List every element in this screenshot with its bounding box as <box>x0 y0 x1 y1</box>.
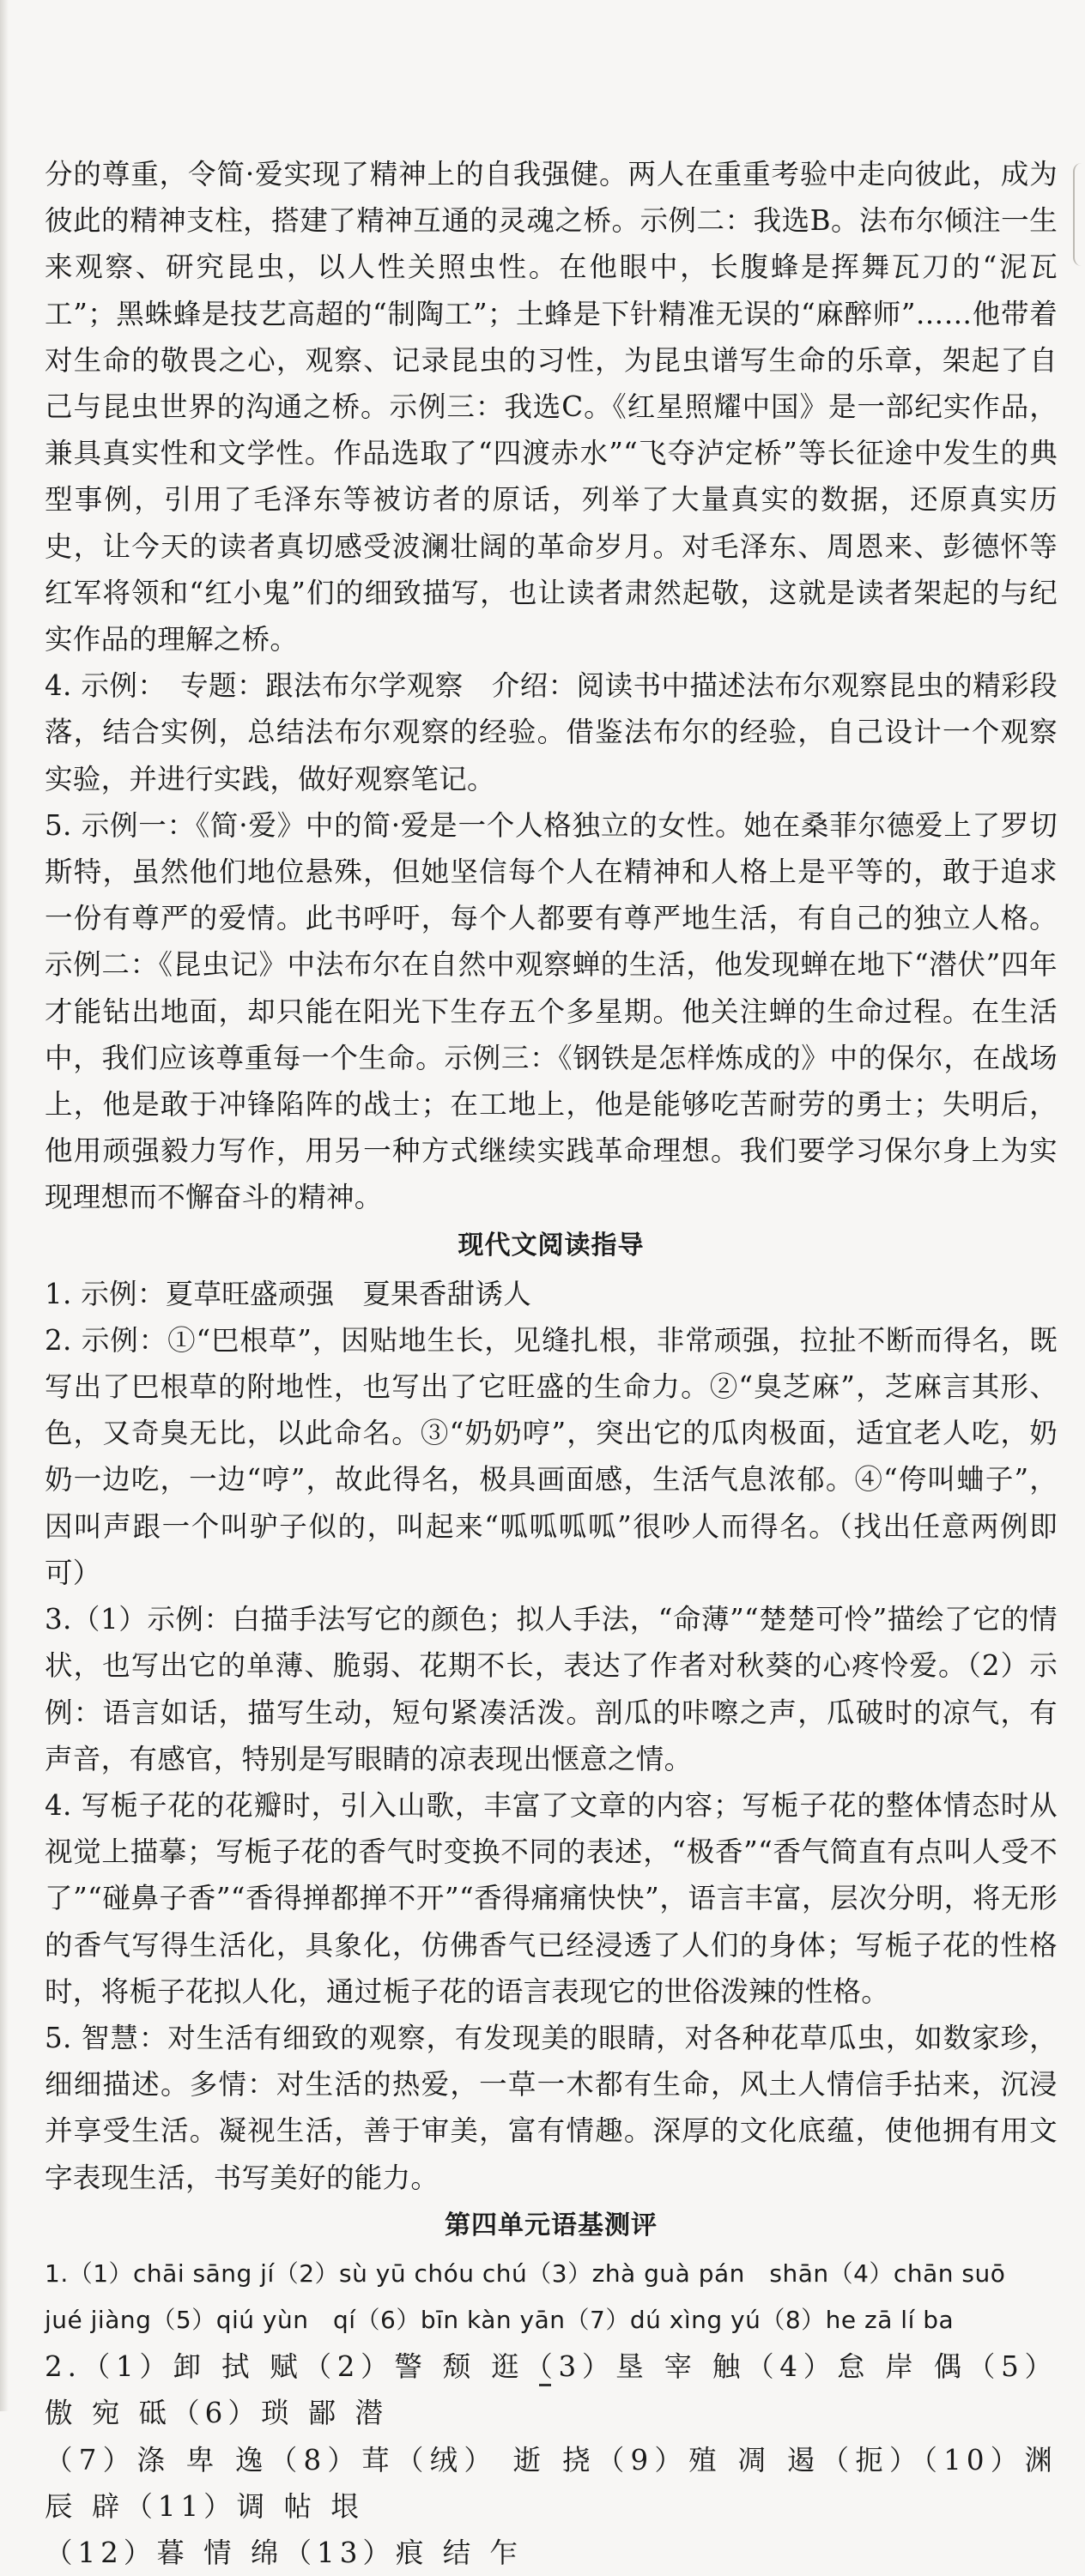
answer-4: 4. 示例： 专题：跟法布尔学观察 介绍：阅读书中描述法布尔观察昆虫的精彩段落，结合实例，总结法布尔观察的经验。借鉴法布尔的经验，自己设计一个观察实验，并进行实践，做好观察笔记。 <box>45 669 1058 795</box>
character-answers-line3: （12）暮 情 绵（13）痕 结 乍 <box>45 2536 524 2569</box>
page-edge-shadow <box>0 0 9 2411</box>
reading-answer-2: 2. 示例：①“巴根草”，因贴地生长，见缝扎根，非常顽强，拉扯不断而得名，既写出了巴根草的附地性，也写出了它旺盛的生命力。②“臭芝麻”，芝麻言其形、色，又奇臭无比，以此命名。③“奶奶哼”，突出它的瓜肉极面，适宜老人吃，奶奶一边吃，一边“哼”，故此得名，极具画面感，生活气息浓郁。④“侉叫蛐子”，因叫声跟一个叫驴子似的，叫起来“呱呱呱呱”很吵人而得名。（找出任意两例即可） <box>45 1323 1058 1589</box>
document-page <box>45 151 1058 2576</box>
reading-answer-5: 5. 智慧：对生活有细致的观察，有发现美的眼睛，对各种花草瓜虫，如数家珍，细细描述。多情：对生活的热爱，一草一木都有生命，风土人情信手拈来，沉浸并享受生活。凝视生活，善于审美，富有情趣。深厚的文化底蕴，使他拥有用文字表现生活，书写美好的能力。 <box>45 2021 1058 2194</box>
page-number-mark <box>539 2384 551 2386</box>
section-title-unit-test: 第四单元语基测评 <box>445 2210 658 2240</box>
reading-answer-4: 4. 写栀子花的花瓣时，引入山歌，丰富了文章的内容；写栀子花的整体情态时从视觉上描摹；写栀子花的香气时变换不同的表述，“极香”“香气简直有点叫人受不了”“碰鼻子香”“香得掸都掸不开”“香得痛痛快快”，语言丰富，层次分明，将无形的香气写得生活化，具象化，仿佛香气已经浸透了人们的身体；写栀子花的性格时，将栀子花拟人化，通过栀子花的语言表现它的世俗泼辣的性格。 <box>45 1788 1058 2008</box>
character-answers-line2: （7）涤 卑 逸（8）茸（绒） 逝 挠（9）殖 凋 遏（扼）（10）渊 辰 辟（11）调 帖 垠 <box>45 2443 1058 2523</box>
pinyin-answers-line2: jué jiàng（5）qiú yùn qí（6）bīn kàn yān（7）dú xìng yú（8）he zā lí ba <box>45 2305 955 2334</box>
answer-5: 5. 示例一：《简·爱》中的简·爱是一个人格独立的女性。她在桑菲尔德爱上了罗切斯特，虽然他们地位悬殊，但她坚信每个人在精神和人格上是平等的，敢于追求一份有尊严的爱情。此书呼吁，每个人都要有尊严地生活，有自己的独立人格。示例二：《昆虫记》中法布尔在自然中观察蝉的生活，他发现蝉在地下“潜伏”四年才能钻出地面，却只能在阳光下生存五个多星期。他关注蝉的生命过程。在生活中，我们应该尊重每一个生命。示例三：《钢铁是怎样炼成的》中的保尔，在战场上，他是敢于冲锋陷阵的战士；在工地上，他是能够吃苦耐劳的勇士；失明后，他用顽强毅力写作，用另一种方式继续实践革命理想。我们要学习保尔身上为实现理想而不懈奋斗的精神。 <box>45 808 1058 1214</box>
section-title-modern-reading: 现代文阅读指导 <box>458 1230 645 1261</box>
reading-answer-1: 1. 示例：夏草旺盛顽强 夏果香甜诱人 <box>45 1277 532 1310</box>
pinyin-answers-line1: 1.（1）chāi sāng jí（2）sù yū chóu chú（3）zhà guà pán shān（4）chān suō <box>45 2259 1006 2288</box>
character-answers-line1: 2.（1）卸 拭 赋（2）警 颓 逛（3）垦 宰 触（4）怠 岸 偶（5）傲 宛 砥（6）琐 鄙 潜 <box>45 2350 1058 2430</box>
page-fold-mark <box>1073 163 1083 266</box>
paragraph-continuation: 分的尊重，令简·爱实现了精神上的自我强健。两人在重重考验中走向彼此，成为彼此的精神支柱，搭建了精神互通的灵魂之桥。示例二：我选B。法布尔倾注一生来观察、研究昆虫，以人性关照虫性。在他眼中，长腹蜂是挥舞瓦刀的“泥瓦工”；黑蛛蜂是技艺高超的“制陶工”；土蜂是下针精准无误的“麻醉师”……他带着对生命的敬畏之心，观察、记录昆虫的习性，为昆虫谱写生命的乐章，架起了自己与昆虫世界的沟通之桥。示例三：我选C。《红星照耀中国》是一部纪实作品，兼具真实性和文学性。作品选取了“四渡赤水”“飞夺泸定桥”等长征途中发生的典型事例，引用了毛泽东等被访者的原话，列举了大量真实的数据，还原真实历史，让今天的读者真切感受波澜壮阔的革命岁月。对毛泽东、周恩来、彭德怀等红军将领和“红小鬼”们的细致描写，也让读者肃然起敬，这就是读者架起的与纪实作品的理解之桥。 <box>45 158 1058 656</box>
reading-answer-3: 3.（1）示例：白描手法写它的颜色；拟人手法，“命薄”“楚楚可怜”描绘了它的情状，也写出它的单薄、脆弱、花期不长，表达了作者对秋葵的心疼怜爱。（2）示例：语言如话，描写生动，短句紧凑活泼。剖瓜的咔嚓之声，瓜破时的凉气，有声音，有感官，特别是写眼睛的凉表现出惬意之情。 <box>45 1603 1058 1775</box>
